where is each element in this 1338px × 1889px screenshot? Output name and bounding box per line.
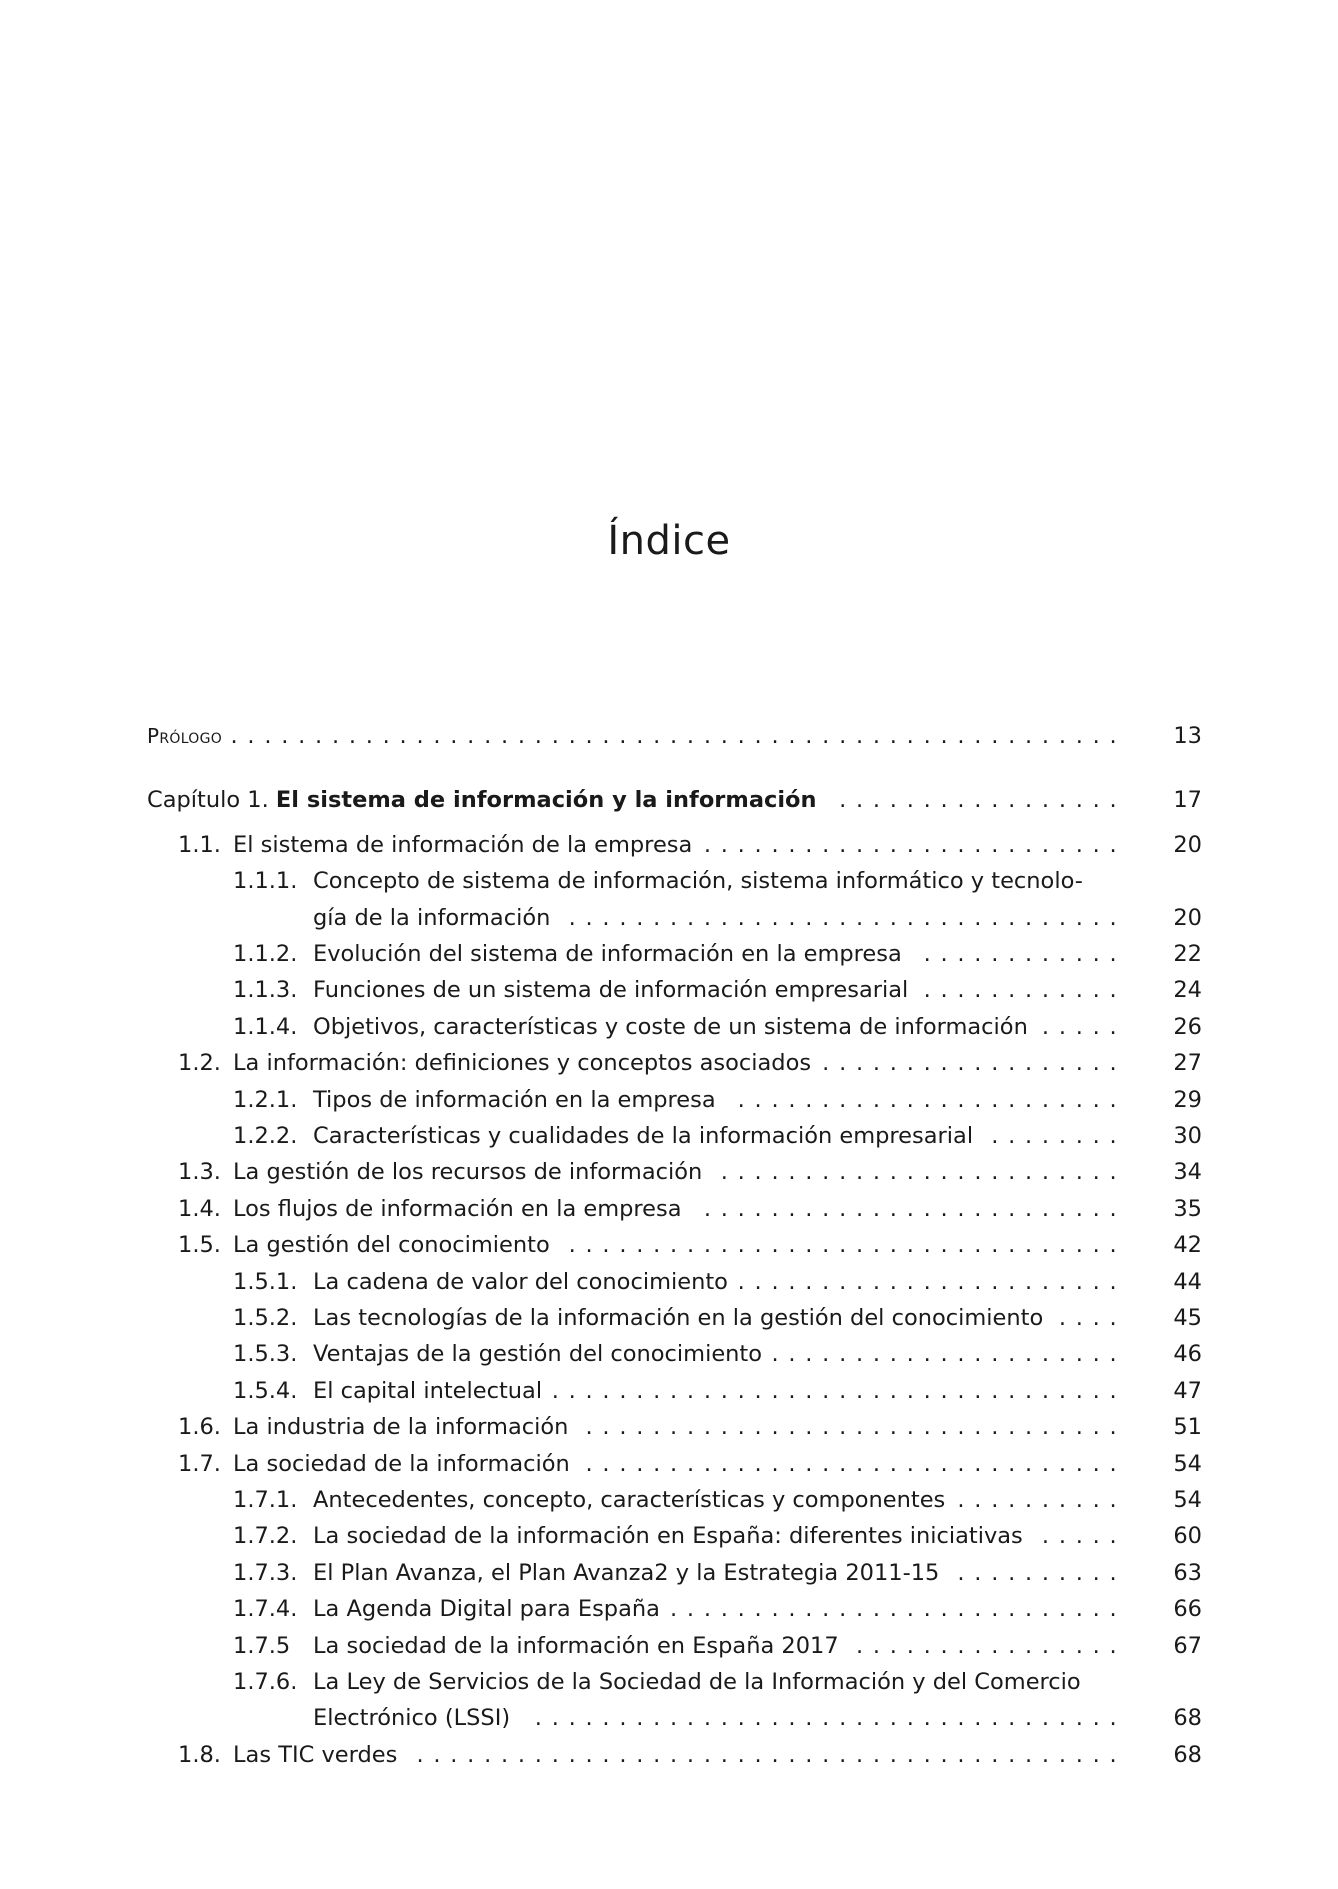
entry-title: Prólogo bbox=[147, 724, 223, 748]
entry-number: 1.7. bbox=[178, 1450, 221, 1477]
dot-leader: . . . . . . . . . . . . . . . . . . . . . . . . . . . bbox=[670, 1596, 1118, 1623]
dot-leader: . . . . . . . . . . bbox=[957, 1559, 1118, 1586]
page-number: 63 bbox=[1173, 1559, 1202, 1586]
page-number: 24 bbox=[1173, 977, 1202, 1004]
page-number: 35 bbox=[1173, 1195, 1202, 1222]
entry-title: La información: definiciones y conceptos asociados bbox=[233, 1050, 812, 1077]
entry-number: 1.7.2. bbox=[233, 1523, 298, 1550]
page-number: 42 bbox=[1173, 1232, 1202, 1259]
page-number: 17 bbox=[1173, 787, 1202, 814]
entry-number: 1.7.3. bbox=[233, 1559, 298, 1586]
entry-number: 1.2.1. bbox=[233, 1086, 298, 1113]
entry-number: 1.5.4. bbox=[233, 1377, 298, 1404]
dot-leader: . . . . . . . . . . . . . . . . . . . . . . . . . . . . . . . . . . . . . . . . . . bbox=[416, 1741, 1118, 1768]
dot-leader: . . . . . . . . . . . . . . . . . . . . . . . . . bbox=[703, 831, 1118, 858]
entry-number: 1.8. bbox=[178, 1741, 221, 1768]
entry-title: Ventajas de la gestión del conocimiento bbox=[313, 1341, 763, 1368]
dot-leader: . . . . . . . . . . . . . . . . . . . . . . . bbox=[737, 1268, 1118, 1295]
entry-title: El Plan Avanza, el Plan Avanza2 y la Estrategia 2011-15 bbox=[313, 1559, 940, 1586]
entry-number: 1.5. bbox=[178, 1232, 221, 1259]
entry-title: Funciones de un sistema de información empresarial bbox=[313, 977, 909, 1004]
dot-leader: . . . . . . . . . . . . . . . . . . . . . . . . . . . . . . . . bbox=[585, 1450, 1118, 1477]
page-number: 29 bbox=[1173, 1086, 1202, 1113]
dot-leader: . . . . . . . . bbox=[991, 1123, 1118, 1149]
dot-leader: . . . . . . . . . . . . bbox=[923, 977, 1118, 1004]
entry-title: La industria de la información bbox=[233, 1414, 569, 1441]
page-number: 27 bbox=[1173, 1050, 1202, 1077]
entry-number: 1.1. bbox=[178, 831, 221, 858]
page-number: 13 bbox=[1173, 723, 1202, 749]
entry-title: Tipos de información en la empresa bbox=[313, 1086, 716, 1113]
page-number: 66 bbox=[1173, 1596, 1202, 1623]
entry-title: El capital intelectual bbox=[313, 1377, 543, 1404]
entry-number: 1.6. bbox=[178, 1414, 221, 1441]
page-number: 54 bbox=[1173, 1487, 1202, 1513]
page-number: 51 bbox=[1173, 1414, 1202, 1441]
dot-leader: . . . . . . . . . . . . . . . . . . . . . . . . . . . . . . . . . . . . . . . . . . . . . . . . . . . . . bbox=[230, 723, 1118, 749]
dot-leader: . . . . . . . . . . . . bbox=[923, 941, 1118, 967]
entry-title: Las TIC verdes bbox=[233, 1741, 398, 1768]
page-number: 34 bbox=[1173, 1159, 1202, 1186]
dot-leader: . . . . . . . . . . . . . . . . . . . . . . . . . . . . . . . . . bbox=[568, 904, 1118, 931]
entry-number: 1.5.1. bbox=[233, 1268, 298, 1295]
dot-leader: . . . . . . . . . . . . . . . . . . . . . . . . . . . . . . . . . . . bbox=[534, 1705, 1118, 1732]
dot-leader: . . . . . bbox=[1041, 1523, 1118, 1550]
page-number: 46 bbox=[1173, 1341, 1202, 1368]
entry-number: 1.7.4. bbox=[233, 1596, 298, 1623]
page-number: 44 bbox=[1173, 1268, 1202, 1295]
dot-leader: . . . . . . . . . . . . . . . . . . . . . . . . . . . . . . . . . . bbox=[551, 1377, 1118, 1404]
entry-number: 1.1.4. bbox=[233, 1013, 298, 1040]
entry-number: 1.4. bbox=[178, 1195, 221, 1222]
dot-leader: . . . . . bbox=[1041, 1013, 1118, 1040]
entry-number: 1.1.2. bbox=[233, 941, 298, 967]
entry-title: La sociedad de la información en España: diferentes iniciativas bbox=[313, 1523, 1023, 1550]
entry-title: Electrónico (LSSI) bbox=[313, 1705, 511, 1732]
dot-leader: . . . . . . . . . . . . . . . . . bbox=[839, 787, 1118, 814]
entry-number: 1.7.1. bbox=[233, 1487, 298, 1513]
chapter-prefix: Capítulo 1. bbox=[147, 787, 269, 814]
entry-title: gía de la información bbox=[313, 904, 551, 931]
entry-number: 1.7.5 bbox=[233, 1632, 291, 1659]
entry-number: 1.7.6. bbox=[233, 1669, 298, 1695]
dot-leader: . . . . . . . . . . . . . . . . bbox=[855, 1632, 1118, 1659]
entry-title: La sociedad de la información bbox=[233, 1450, 570, 1477]
entry-number: 1.2. bbox=[178, 1050, 221, 1077]
entry-title: Los flujos de información en la empresa bbox=[233, 1195, 682, 1222]
dot-leader: . . . . . . . . . . . . . . . . . . . . . . . bbox=[737, 1086, 1118, 1113]
page-number: 47 bbox=[1173, 1377, 1202, 1404]
entry-number: 1.1.3. bbox=[233, 977, 298, 1004]
dot-leader: . . . . . . . . . . bbox=[957, 1487, 1118, 1513]
page-number: 26 bbox=[1173, 1013, 1202, 1040]
entry-title: Las tecnologías de la información en la gestión del conocimiento bbox=[313, 1305, 1044, 1331]
entry-title: La cadena de valor del conocimiento bbox=[313, 1268, 728, 1295]
page-number: 20 bbox=[1173, 831, 1202, 858]
entry-title: La Agenda Digital para España bbox=[313, 1596, 660, 1623]
entry-number: 1.3. bbox=[178, 1159, 221, 1186]
entry-title: Características y cualidades de la información empresarial bbox=[313, 1123, 974, 1149]
entry-number: 1.5.3. bbox=[233, 1341, 298, 1368]
page-number: 30 bbox=[1173, 1123, 1202, 1149]
dot-leader: . . . . bbox=[1058, 1305, 1118, 1331]
entry-number: 1.5.2. bbox=[233, 1305, 298, 1331]
page-number: 20 bbox=[1173, 904, 1202, 931]
entry-title: La gestión de los recursos de información bbox=[233, 1159, 703, 1186]
entry-title: El sistema de información de la empresa bbox=[233, 831, 693, 858]
page-number: 54 bbox=[1173, 1450, 1202, 1477]
dot-leader: . . . . . . . . . . . . . . . . . . . . . . . . . . . . . . . . . bbox=[568, 1232, 1118, 1259]
page-number: 68 bbox=[1173, 1705, 1202, 1732]
entry-number: 1.1.1. bbox=[233, 868, 298, 895]
dot-leader: . . . . . . . . . . . . . . . . . . . . . . . . . . . . . . . . bbox=[585, 1414, 1118, 1441]
dot-leader: . . . . . . . . . . . . . . . . . . . . . bbox=[771, 1341, 1118, 1368]
page-number: 45 bbox=[1173, 1305, 1202, 1331]
entry-title-line1: La Ley de Servicios de la Sociedad de la Información y del Comercio bbox=[313, 1669, 1081, 1695]
page-number: 68 bbox=[1173, 1741, 1202, 1768]
page-number: 60 bbox=[1173, 1523, 1202, 1550]
entry-title: Objetivos, características y coste de un sistema de información bbox=[313, 1013, 1028, 1040]
entry-number: 1.2.2. bbox=[233, 1123, 298, 1149]
chapter-title: El sistema de información y la información bbox=[275, 787, 817, 814]
dot-leader: . . . . . . . . . . . . . . . . . . . . . . . . bbox=[720, 1159, 1118, 1186]
page-number: 22 bbox=[1173, 941, 1202, 967]
entry-title: Antecedentes, concepto, características y componentes bbox=[313, 1487, 946, 1513]
entry-title: La sociedad de la información en España 2017 bbox=[313, 1632, 839, 1659]
entry-title-line1: Concepto de sistema de información, sistema informático y tecnolo- bbox=[313, 868, 1083, 895]
page-title: Índice bbox=[607, 518, 731, 564]
entry-title: Evolución del sistema de información en la empresa bbox=[313, 941, 902, 967]
dot-leader: . . . . . . . . . . . . . . . . . . bbox=[822, 1050, 1118, 1077]
dot-leader: . . . . . . . . . . . . . . . . . . . . . . . . . bbox=[703, 1195, 1118, 1222]
page-number: 67 bbox=[1173, 1632, 1202, 1659]
entry-title: La gestión del conocimiento bbox=[233, 1232, 550, 1259]
